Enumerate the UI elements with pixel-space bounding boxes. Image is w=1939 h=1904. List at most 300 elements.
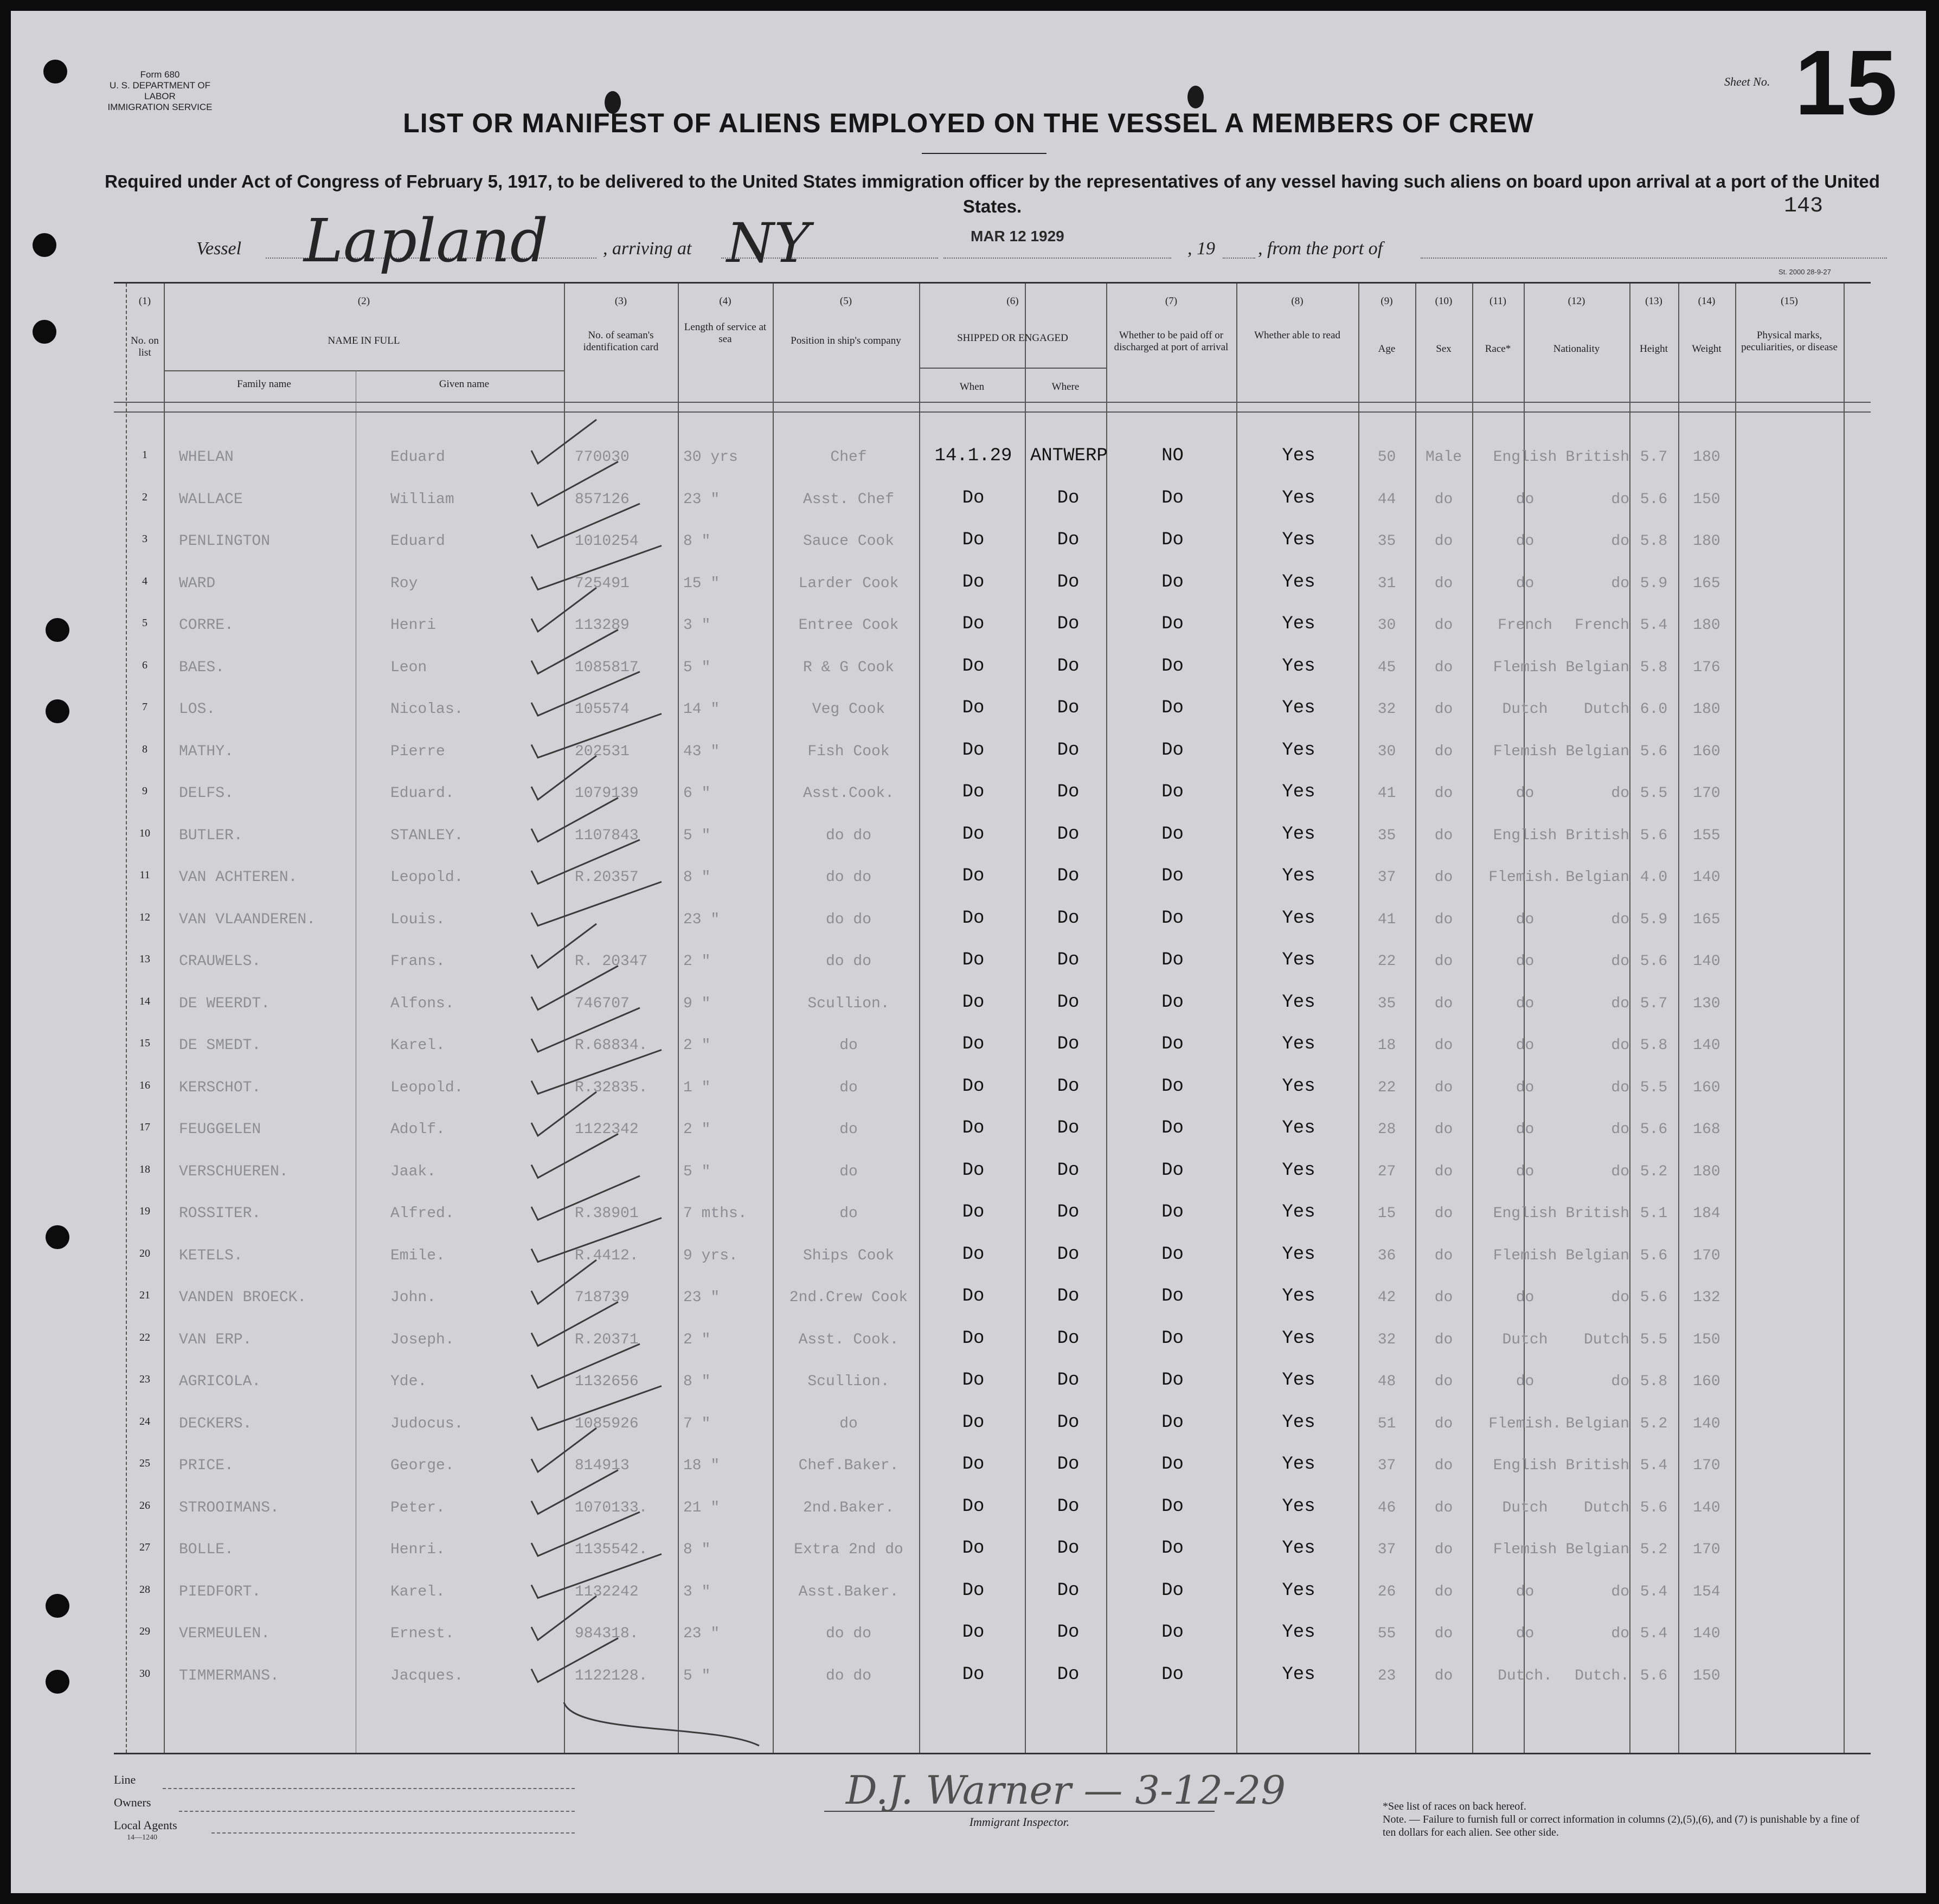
cell-family: FEUGGELEN — [179, 1121, 261, 1138]
cell-given: Ernest. — [390, 1625, 454, 1642]
cell-family: ROSSITER. — [179, 1205, 261, 1222]
cell-height: 5.8 — [1640, 533, 1668, 550]
check-mark — [531, 630, 618, 674]
cell-no: 23 — [139, 1373, 150, 1385]
cell-race: Dutch — [1502, 1499, 1548, 1516]
cell-age: 22 — [1377, 953, 1396, 970]
cell-card: 1085817 — [575, 659, 639, 676]
cell-no: 16 — [139, 1079, 150, 1091]
cell-sex: do — [1434, 1625, 1453, 1642]
cell-sex: do — [1434, 995, 1453, 1012]
cell-paid: Do — [1161, 1328, 1184, 1349]
cell-read: Yes — [1282, 487, 1315, 509]
cell-when: Do — [962, 1076, 985, 1097]
cell-race: do — [1516, 1373, 1534, 1390]
col-header-shipped-or-engaged: SHIPPED OR ENGAGED — [957, 332, 1068, 344]
check-mark — [531, 1302, 618, 1346]
cell-no: 4 — [142, 575, 147, 587]
owners-label: Owners — [114, 1796, 151, 1809]
cell-where: Do — [1057, 824, 1080, 845]
cell-no: 2 — [142, 491, 147, 503]
col-header-sex: Sex — [1436, 343, 1452, 355]
cell-height: 5.9 — [1640, 575, 1668, 592]
cell-family: KETELS. — [179, 1247, 243, 1264]
cell-age: 35 — [1377, 827, 1396, 844]
cell-service: 1 " — [683, 1079, 711, 1096]
cell-age: 15 — [1377, 1205, 1396, 1222]
cell-position: do do — [825, 953, 871, 970]
cell-sex: do — [1434, 1331, 1453, 1348]
cell-no: 13 — [139, 953, 150, 965]
sheet-number: 15 — [1795, 31, 1898, 134]
cell-where: Do — [1057, 1076, 1080, 1097]
cell-weight: 150 — [1693, 1331, 1720, 1348]
cell-given: Henri. — [390, 1541, 445, 1558]
footer-code: 14—1240 — [127, 1834, 157, 1842]
cell-when: Do — [962, 782, 985, 802]
cell-no: 6 — [142, 659, 147, 671]
cell-service: 30 yrs — [683, 449, 738, 466]
cell-position: Asst.Baker. — [798, 1583, 899, 1600]
cell-service: 7 " — [683, 1415, 711, 1432]
cell-nationality: do — [1611, 785, 1629, 802]
cell-family: BAES. — [179, 659, 225, 676]
cell-when: Do — [962, 1244, 985, 1265]
cell-read: Yes — [1282, 908, 1315, 929]
cell-nationality: French — [1575, 617, 1629, 634]
cell-card: 746707 — [575, 995, 630, 1012]
cell-paid: Do — [1161, 487, 1184, 509]
cell-service: 23 " — [683, 491, 720, 508]
cell-family: TIMMERMANS. — [179, 1667, 279, 1684]
check-mark — [531, 1008, 640, 1052]
cell-read: Yes — [1282, 1538, 1315, 1559]
check-mark — [531, 420, 596, 464]
cell-paid: Do — [1161, 698, 1184, 718]
cell-where: Do — [1057, 1664, 1080, 1685]
cell-race: do — [1516, 953, 1534, 970]
cell-age: 27 — [1377, 1163, 1396, 1180]
cell-position: do do — [825, 1625, 871, 1642]
cell-race: English — [1493, 1457, 1557, 1474]
check-mark — [531, 1134, 618, 1178]
cell-family: PRICE. — [179, 1457, 234, 1474]
cell-weight: 170 — [1693, 785, 1720, 802]
cell-given: Jaak. — [390, 1163, 436, 1180]
col-header-name: NAME IN FULL — [328, 335, 400, 346]
cell-where: Do — [1057, 1328, 1080, 1349]
cell-sex: do — [1434, 827, 1453, 844]
cell-service: 43 " — [683, 743, 720, 760]
check-mark — [531, 1092, 596, 1136]
cell-paid: Do — [1161, 530, 1184, 550]
cell-height: 5.6 — [1640, 953, 1668, 970]
cell-weight: 160 — [1693, 1373, 1720, 1390]
cell-card: R.20357 — [575, 869, 639, 886]
cell-service: 23 " — [683, 911, 720, 928]
cell-age: 35 — [1377, 995, 1396, 1012]
cell-race: do — [1516, 1163, 1534, 1180]
cell-height: 5.9 — [1640, 911, 1668, 928]
cell-card: 105574 — [575, 701, 630, 718]
cell-paid: Do — [1161, 992, 1184, 1013]
cell-given: Leopold. — [390, 1079, 464, 1096]
cell-nationality: do — [1611, 1163, 1629, 1180]
cell-nationality: do — [1611, 911, 1629, 928]
cell-given: Alfons. — [390, 995, 454, 1012]
cell-paid: Do — [1161, 571, 1184, 593]
cell-weight: 180 — [1693, 617, 1720, 634]
cell-nationality: Belgian — [1565, 1247, 1629, 1264]
cell-where: Do — [1057, 1370, 1080, 1391]
cell-position: Extra 2nd do — [794, 1541, 903, 1558]
cell-when: Do — [962, 1328, 985, 1349]
col-header-family-name: Family name — [237, 378, 291, 390]
cell-height: 5.8 — [1640, 659, 1668, 676]
check-mark — [531, 1596, 596, 1640]
cell-nationality: Belgian — [1565, 1415, 1629, 1432]
cell-where: Do — [1057, 1454, 1080, 1475]
cell-race: Flemish — [1493, 743, 1557, 760]
cell-given: Henri — [390, 617, 436, 634]
cell-position: Chef — [830, 449, 867, 466]
cell-given: Adolf. — [390, 1121, 445, 1138]
cell-position: do do — [825, 827, 871, 844]
cell-no: 1 — [142, 449, 147, 461]
cell-height: 5.2 — [1640, 1541, 1668, 1558]
cell-race: English — [1493, 1205, 1557, 1222]
cell-read: Yes — [1282, 1580, 1315, 1601]
cell-race: Dutch — [1502, 701, 1548, 718]
cell-sex: do — [1434, 1667, 1453, 1684]
cell-position: Scullion. — [807, 1373, 890, 1390]
page-title: LIST OR MANIFEST OF ALIENS EMPLOYED ON THE VESSEL A MEMBERS OF CREW — [403, 108, 1534, 138]
cell-age: 41 — [1377, 785, 1396, 802]
check-mark — [531, 1470, 618, 1514]
check-mark — [531, 1428, 596, 1472]
cell-age: 50 — [1377, 449, 1396, 466]
service: IMMIGRATION SERVICE — [107, 102, 213, 112]
cell-read: Yes — [1282, 782, 1315, 802]
cell-nationality: do — [1611, 1121, 1629, 1138]
cell-when: Do — [962, 698, 985, 718]
cell-sex: do — [1434, 1499, 1453, 1516]
col-number: (5) — [839, 295, 852, 307]
cell-card: 718739 — [575, 1289, 630, 1306]
cell-where: Do — [1057, 950, 1080, 970]
cell-paid: Do — [1161, 1160, 1184, 1181]
footer-note — [1383, 1800, 1871, 1839]
cell-service: 6 " — [683, 785, 711, 802]
cell-card: 770030 — [575, 449, 630, 466]
cell-nationality: do — [1611, 1625, 1629, 1642]
check-mark — [531, 588, 596, 632]
cell-nationality: British — [1565, 827, 1629, 844]
cell-read: Yes — [1282, 614, 1315, 634]
cell-nationality: Dutch — [1583, 1499, 1629, 1516]
cell-no: 27 — [139, 1541, 150, 1553]
cell-read: Yes — [1282, 1412, 1315, 1433]
cell-when: Do — [962, 1160, 985, 1181]
cell-read: Yes — [1282, 1664, 1315, 1685]
cell-position: R & G Cook — [802, 659, 895, 676]
cell-height: 5.6 — [1640, 743, 1668, 760]
cell-nationality: Dutch — [1583, 1331, 1629, 1348]
vessel-label: Vessel — [196, 239, 242, 259]
cell-where: Do — [1057, 866, 1080, 886]
cell-sex: do — [1434, 1583, 1453, 1600]
cell-family: MATHY. — [179, 743, 234, 760]
cell-nationality: do — [1611, 953, 1629, 970]
cell-position: Ships Cook — [802, 1247, 895, 1264]
cell-service: 23 " — [683, 1289, 720, 1306]
cell-sex: do — [1434, 1457, 1453, 1474]
cell-weight: 154 — [1693, 1583, 1720, 1600]
cell-read: Yes — [1282, 1118, 1315, 1138]
cell-card: 1010254 — [575, 533, 639, 550]
department: U. S. DEPARTMENT OF LABOR — [109, 80, 211, 101]
cell-where: Do — [1057, 1034, 1080, 1054]
cell-no: 7 — [142, 701, 147, 713]
cell-weight: 168 — [1693, 1121, 1720, 1138]
cell-when: Do — [962, 950, 985, 970]
cell-weight: 140 — [1693, 953, 1720, 970]
cell-race: Dutch — [1502, 1331, 1548, 1348]
cell-where: Do — [1057, 992, 1080, 1013]
cell-height: 5.6 — [1640, 1247, 1668, 1264]
cell-read: Yes — [1282, 1328, 1315, 1349]
arrival-date-stamp: MAR 12 1929 — [971, 228, 1064, 245]
cell-race: Flemish — [1493, 1541, 1557, 1558]
cell-paid: Do — [1161, 824, 1184, 845]
check-mark — [531, 1512, 640, 1556]
cell-nationality: Dutch — [1583, 701, 1629, 718]
cell-no: 20 — [139, 1247, 150, 1259]
cell-sex: do — [1434, 1289, 1453, 1306]
inspector-signature: D.J. Warner — 3-12-29 — [846, 1767, 1286, 1813]
cell-service: 2 " — [683, 1037, 711, 1054]
cell-age: 36 — [1377, 1247, 1396, 1264]
cell-race: English — [1493, 449, 1557, 466]
cell-sex: do — [1434, 533, 1453, 550]
cell-when: Do — [962, 571, 985, 593]
cell-service: 9 " — [683, 995, 711, 1012]
cell-family: BUTLER. — [179, 827, 243, 844]
cell-paid: Do — [1161, 1580, 1184, 1601]
cell-height: 5.2 — [1640, 1415, 1668, 1432]
cell-height: 5.2 — [1640, 1163, 1668, 1180]
cell-card: 1122128. — [575, 1667, 648, 1684]
cell-paid: Do — [1161, 655, 1184, 677]
cell-read: Yes — [1282, 446, 1315, 466]
cell-family: WALLACE — [179, 491, 243, 508]
cell-card: 1079139 — [575, 785, 639, 802]
cell-family: CORRE. — [179, 617, 234, 634]
cell-where: Do — [1057, 1622, 1080, 1643]
cell-read: Yes — [1282, 1244, 1315, 1265]
check-mark — [531, 1638, 618, 1682]
cell-height: 5.6 — [1640, 491, 1668, 508]
cell-card: 814913 — [575, 1457, 630, 1474]
cell-weight: 180 — [1693, 701, 1720, 718]
cell-family: LOS. — [179, 701, 216, 718]
cell-race: do — [1516, 1625, 1534, 1642]
cell-given: George. — [390, 1457, 454, 1474]
cell-nationality: Belgian — [1565, 1541, 1629, 1558]
col-number: (1) — [138, 295, 151, 307]
col-header-able-to-read: Whether able to read — [1254, 330, 1340, 341]
cell-paid: Do — [1161, 1370, 1184, 1391]
cell-age: 37 — [1377, 869, 1396, 886]
cell-age: 45 — [1377, 659, 1396, 676]
cell-race: Dutch. — [1498, 1667, 1552, 1684]
cell-nationality: British — [1565, 1457, 1629, 1474]
cell-weight: 176 — [1693, 659, 1720, 676]
col-header-when: When — [959, 381, 985, 393]
check-marks — [11, 11, 1926, 1893]
col-header-position: Position in ship's company — [791, 335, 901, 346]
cell-weight: 184 — [1693, 1205, 1720, 1222]
cell-age: 46 — [1377, 1499, 1396, 1516]
cell-weight: 170 — [1693, 1541, 1720, 1558]
cell-position: do — [839, 1415, 858, 1432]
cell-sex: do — [1434, 743, 1453, 760]
cell-age: 23 — [1377, 1667, 1396, 1684]
cell-given: STANLEY. — [390, 827, 464, 844]
cell-sex: Male — [1425, 449, 1462, 466]
cell-when: Do — [962, 1622, 985, 1643]
cell-read: Yes — [1282, 992, 1315, 1013]
cell-sex: do — [1434, 659, 1453, 676]
cell-given: Alfred. — [390, 1205, 454, 1222]
cell-race: English — [1493, 827, 1557, 844]
cell-card: 984318. — [575, 1625, 639, 1642]
cell-where: Do — [1057, 1412, 1080, 1433]
cell-card: 1070133. — [575, 1499, 648, 1516]
check-mark — [531, 798, 618, 842]
cell-when: Do — [962, 655, 985, 677]
cell-age: 41 — [1377, 911, 1396, 928]
cell-family: VAN VLAANDEREN. — [179, 911, 316, 928]
cell-race: Flemish — [1493, 1247, 1557, 1264]
col-number: (11) — [1489, 295, 1506, 307]
cell-card: 1132242 — [575, 1583, 639, 1600]
cell-age: 37 — [1377, 1541, 1396, 1558]
cell-no: 30 — [139, 1667, 150, 1680]
from-port-label: , from the port of — [1258, 239, 1383, 259]
cell-race: Flemish. — [1488, 1415, 1562, 1432]
cell-when: Do — [962, 1118, 985, 1138]
cell-height: 4.0 — [1640, 869, 1668, 886]
cell-card: 725491 — [575, 575, 630, 592]
cell-when: Do — [962, 824, 985, 845]
cell-position: Veg Cook — [812, 701, 885, 718]
cell-paid: Do — [1161, 1118, 1184, 1138]
cell-family: STROOIMANS. — [179, 1499, 279, 1516]
cell-paid: Do — [1161, 782, 1184, 802]
col-header-paid-off: Whether to be paid off or discharged at port of arrival — [1114, 330, 1229, 353]
cell-sex: do — [1434, 1163, 1453, 1180]
cell-height: 5.6 — [1640, 1121, 1668, 1138]
cell-no: 17 — [139, 1121, 150, 1133]
col-header-seaman-id: No. of seaman's identification card — [583, 330, 659, 353]
cell-no: 25 — [139, 1457, 150, 1469]
cell-paid: Do — [1161, 739, 1184, 761]
cell-race: do — [1516, 1079, 1534, 1096]
cell-position: Larder Cook — [798, 575, 899, 592]
cell-when: Do — [962, 1496, 985, 1517]
check-mark — [531, 546, 662, 590]
cell-no: 5 — [142, 617, 147, 629]
cell-when: Do — [962, 1664, 985, 1685]
cell-no: 12 — [139, 911, 150, 923]
year-label: , 19 — [1187, 239, 1215, 259]
cell-no: 26 — [139, 1499, 150, 1511]
cell-given: Eduard — [390, 533, 445, 550]
cell-height: 5.8 — [1640, 1037, 1668, 1054]
cell-service: 5 " — [683, 1163, 711, 1180]
col-header-physical-marks: Physical marks, peculiarities, or disease — [1741, 330, 1838, 353]
cell-read: Yes — [1282, 1370, 1315, 1391]
cell-where: Do — [1057, 614, 1080, 634]
cell-read: Yes — [1282, 655, 1315, 677]
cell-service: 8 " — [683, 1373, 711, 1390]
cell-read: Yes — [1282, 866, 1315, 886]
cell-sex: do — [1434, 1373, 1453, 1390]
col-number: (2) — [357, 295, 370, 307]
cell-no: 14 — [139, 995, 150, 1007]
cell-card: 857126 — [575, 491, 630, 508]
cell-family: BOLLE. — [179, 1541, 234, 1558]
cell-where: Do — [1057, 739, 1080, 761]
cell-service: 3 " — [683, 1583, 711, 1600]
cell-paid: Do — [1161, 1496, 1184, 1517]
cell-family: VAN ACHTEREN. — [179, 869, 298, 886]
cell-height: 5.7 — [1640, 995, 1668, 1012]
cell-service: 23 " — [683, 1625, 720, 1642]
cell-when: Do — [962, 908, 985, 929]
cell-given: Louis. — [390, 911, 445, 928]
cell-no: 19 — [139, 1205, 150, 1217]
cell-race: do — [1516, 911, 1534, 928]
cell-family: VERMEULEN. — [179, 1625, 271, 1642]
cell-where: Do — [1057, 487, 1080, 509]
cell-nationality: do — [1611, 1583, 1629, 1600]
cell-race: do — [1516, 785, 1534, 802]
cell-weight: 155 — [1693, 827, 1720, 844]
cell-service: 5 " — [683, 1667, 711, 1684]
cell-position: Asst.Cook. — [802, 785, 895, 802]
cell-given: Judocus. — [390, 1415, 464, 1432]
cell-paid: Do — [1161, 908, 1184, 929]
col-number: (10) — [1435, 295, 1453, 307]
cell-weight: 140 — [1693, 1499, 1720, 1516]
cell-paid: Do — [1161, 950, 1184, 970]
cell-no: 9 — [142, 785, 147, 797]
cell-height: 5.4 — [1640, 617, 1668, 634]
cell-position: do — [839, 1079, 858, 1096]
cell-read: Yes — [1282, 530, 1315, 550]
col-header-where: Where — [1051, 381, 1080, 393]
cell-age: 35 — [1377, 533, 1396, 550]
local-agents-label: Local Agents — [114, 1818, 177, 1832]
col-header-height: Height — [1640, 343, 1668, 355]
col-header-no-on-list: No. on list — [131, 335, 159, 358]
check-mark — [531, 966, 618, 1010]
cell-where: Do — [1057, 1118, 1080, 1138]
cell-where: Do — [1057, 1244, 1080, 1265]
cell-service: 2 " — [683, 1121, 711, 1138]
